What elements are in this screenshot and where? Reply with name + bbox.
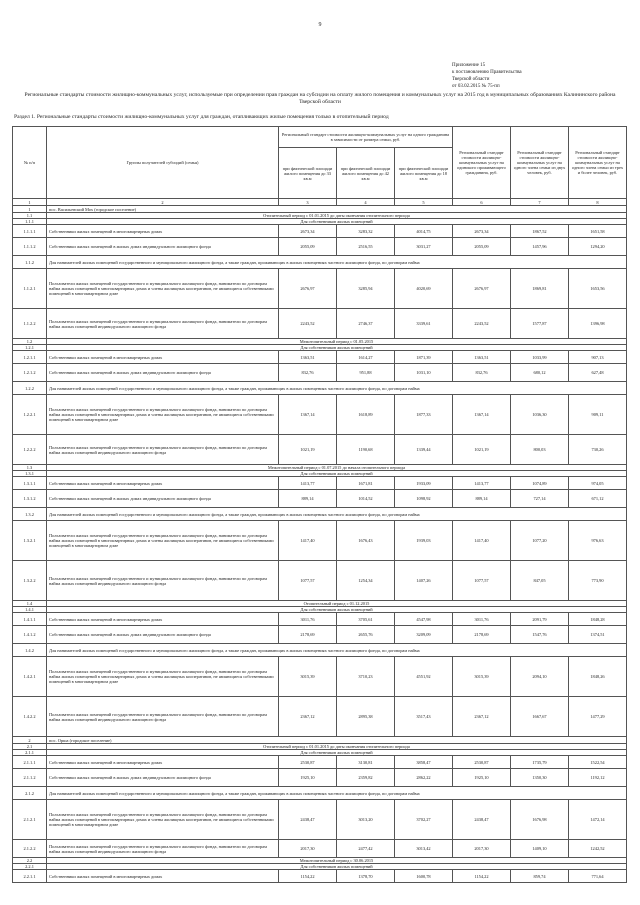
row-label: Собственники жилых помещений в многоквартирных домах (47, 477, 279, 490)
period-heading: Для собственников жилых помещений (47, 750, 627, 756)
table-row (13, 769, 627, 787)
row-code: 1.1.1.1 (13, 225, 47, 238)
value-cell: 1074,89 (511, 477, 569, 490)
value-cell: 2676,97 (279, 269, 337, 309)
period-heading: Отопительный период с 01.01.2015 до даты окончания отопительного периода (47, 744, 627, 750)
section-heading: Раздел 1. Региональные стандарты стоимости жилищно-коммунальных услуг для граждан, отапливающих жилые помещения только в отопительный период (14, 114, 389, 120)
value-cell: 2178,69 (279, 626, 337, 644)
value-cell: 1242,52 (569, 840, 627, 858)
value-cell: 2094,10 (511, 657, 569, 697)
value-cell: 680,12 (511, 364, 569, 382)
value-cell: 1098,92 (395, 490, 453, 508)
row-label: Пользователи жилых помещений государственного и муниципального жилищного фонда, наниматели по договорам найма жилых помещений индивидуального жилищного фонда (47, 697, 279, 737)
period-heading: Межотопительный период с 30.06.2015 (47, 858, 627, 864)
value-cell: 1367,14 (453, 395, 511, 435)
standards-table (12, 126, 627, 883)
table-row (13, 269, 627, 309)
value-cell: 2530,87 (279, 756, 337, 769)
value-cell: 1339,44 (395, 435, 453, 465)
value-cell: 2655,76 (337, 626, 395, 644)
table-row (13, 435, 627, 465)
column-number: 6 (453, 199, 511, 206)
table-row (13, 737, 627, 744)
table-row (13, 477, 627, 490)
settlement-heading: пос. Орша (городское поселение) (47, 737, 627, 744)
document-title: Региональные стандарты стоимости жилищно-коммунальных услуг, используемые при определении прав граждан на субсидии на оплату жилого помещения и коммунальных услуг на 2015 год в муниципальных образованиях Калининского района Тверской области (24, 92, 616, 105)
table-row (13, 309, 627, 339)
value-cell: 1036,30 (511, 395, 569, 435)
row-code: 1.1.1 (13, 219, 47, 225)
column-number: 2 (47, 199, 279, 206)
tenant-group-heading: Для нанимателей жилых помещений государственного и муниципального жилищного фонда, а также граждан, проживающих в жилых помещениях частного жилищного фонда, по договорам найма (47, 508, 627, 521)
row-code: 1.1.2 (13, 256, 47, 269)
value-cell: 3283,32 (337, 225, 395, 238)
row-label: Пользователи жилых помещений государственного и муниципального жилищного фонда, наниматели по договорам найма жилых помещений в многоквартирных домах и члены жилищных кооперативов, не являющиеся собственниками помещений в многоквартирном доме (47, 521, 279, 561)
value-cell: 3130,81 (337, 756, 395, 769)
approval-line: Тверской области (452, 77, 490, 82)
period-heading: Для собственников жилых помещений (47, 864, 627, 870)
value-cell: 1374,51 (569, 626, 627, 644)
row-code: 1.4.1 (13, 607, 47, 613)
row-code: 1.4.1.1 (13, 613, 47, 626)
value-cell: 1417,40 (453, 521, 511, 561)
row-code: 2.1.1.1 (13, 756, 47, 769)
row-code: 2.1.2.2 (13, 840, 47, 858)
page-number: 9 (318, 22, 322, 28)
value-cell: 1396,98 (569, 309, 627, 339)
column-number: 5 (395, 199, 453, 206)
value-cell: 1600,78 (395, 870, 453, 883)
table-row (13, 521, 627, 561)
row-label: Собственники жилых помещений в жилых домах индивидуального жилищного фонда (47, 769, 279, 787)
value-cell: 1925,10 (279, 769, 337, 787)
row-code: 1.3.1.1 (13, 477, 47, 490)
value-cell: 1651,58 (569, 225, 627, 238)
value-cell: 1618,89 (337, 395, 395, 435)
value-cell: 2017,30 (279, 840, 337, 858)
row-label: Пользователи жилых помещений государственного и муниципального жилищного фонда, наниматели по договорам найма жилых помещений индивидуального жилищного фонда (47, 435, 279, 465)
row-code: 1.3.2.2 (13, 561, 47, 601)
table-row (13, 870, 627, 883)
value-cell: 1154,22 (279, 870, 337, 883)
value-cell: 3339,61 (395, 309, 453, 339)
value-cell: 1939,03 (395, 521, 453, 561)
value-cell: 1077,20 (511, 521, 569, 561)
table-row (13, 840, 627, 858)
value-cell: 3858,47 (395, 756, 453, 769)
value-cell: 2367,12 (453, 697, 511, 737)
value-cell: 1522,54 (569, 756, 627, 769)
value-cell: 1417,40 (279, 521, 337, 561)
row-label: Собственники жилых помещений в жилых домах индивидуального жилищного фонда (47, 238, 279, 256)
value-cell: 2438,47 (453, 800, 511, 840)
value-cell: 2477,42 (337, 840, 395, 858)
value-cell: 3517,43 (395, 697, 453, 737)
value-cell: 1547,76 (511, 626, 569, 644)
table-row (13, 508, 627, 521)
value-cell: 976,63 (569, 521, 627, 561)
value-cell: 2055,09 (279, 238, 337, 256)
value-cell: 2017,30 (453, 840, 511, 858)
value-cell: 1614,27 (337, 351, 395, 364)
value-cell: 1409,10 (511, 840, 569, 858)
row-label: Пользователи жилых помещений государственного и муниципального жилищного фонда, наниматели по договорам найма жилых помещений в многоквартирных домах и члены жилищных кооперативов, не являющиеся собственниками помещений в многоквартирном доме (47, 269, 279, 309)
column-number: 8 (569, 199, 627, 206)
value-cell: 847,05 (511, 561, 569, 601)
column-number: 4 (337, 199, 395, 206)
row-code: 1.2.2.2 (13, 435, 47, 465)
row-code: 2.2.1 (13, 864, 47, 870)
header-three: Региональный стандарт стоимости жилищно-коммунальных услуг на одного члена семьи из трех и более человек, руб. (569, 127, 627, 199)
table-row (13, 364, 627, 382)
value-cell: 907,13 (569, 351, 627, 364)
value-cell: 1848,28 (569, 613, 627, 626)
value-cell: 3015,39 (453, 657, 511, 697)
row-code: 1.1.2.2 (13, 309, 47, 339)
value-cell: 4014,75 (395, 225, 453, 238)
value-cell: 2243,52 (279, 309, 337, 339)
value-cell: 727,14 (511, 490, 569, 508)
row-code: 1.3 (13, 465, 47, 471)
header-area-33: при фактической площади жилого помещения до 33 кв.м (279, 148, 337, 199)
table-row (13, 756, 627, 769)
value-cell: 800,03 (511, 435, 569, 465)
row-code: 1.2.2 (13, 382, 47, 395)
value-cell: 2530,87 (453, 756, 511, 769)
value-cell: 2178,69 (453, 626, 511, 644)
header-group-standard: Региональный стандарт стоимости жилищно-коммунальных услуг на одного гражданина в зависимости от размера семьи, руб. (279, 127, 453, 148)
value-cell: 1413,77 (279, 477, 337, 490)
row-code: 2.1.1.2 (13, 769, 47, 787)
value-cell: 2673,34 (453, 225, 511, 238)
value-cell: 1033,99 (511, 351, 569, 364)
table-row (13, 613, 627, 626)
row-code: 1.2 (13, 339, 47, 345)
period-heading: Для собственников жилых помещений (47, 345, 627, 351)
row-code: 1.3.2.1 (13, 521, 47, 561)
row-label: Пользователи жилых помещений государственного и муниципального жилищного фонда, наниматели по договорам найма жилых помещений в многоквартирных домах и члены жилищных кооперативов, не являющиеся собственниками помещений в многоквартирном доме (47, 800, 279, 840)
value-cell: 1077,57 (279, 561, 337, 601)
period-heading: Отопительный период с 01.12.2015 (47, 601, 627, 607)
table-row (13, 225, 627, 238)
value-cell: 1367,14 (279, 395, 337, 435)
value-cell: 3710,23 (337, 657, 395, 697)
value-cell: 4547,98 (395, 613, 453, 626)
row-code: 2.1.2.1 (13, 800, 47, 840)
table-row (13, 657, 627, 697)
row-code: 2.1 (13, 744, 47, 750)
period-heading: Межотопительный период с 01.05.2015 (47, 339, 627, 345)
value-cell: 3702,27 (395, 800, 453, 840)
row-code: 2.1.1 (13, 750, 47, 756)
value-cell: 1294,20 (569, 238, 627, 256)
value-cell: 2676,97 (453, 269, 511, 309)
value-cell: 2862,22 (395, 769, 453, 787)
period-heading: Для собственников жилых помещений (47, 471, 627, 477)
row-code: 1.2.2.1 (13, 395, 47, 435)
settlement-heading: пос. Васильевский Мох (городское поселение) (47, 206, 627, 213)
row-label: Пользователи жилых помещений государственного и муниципального жилищного фонда, наниматели по договорам найма жилых помещений в многоквартирных домах и члены жилищных кооперативов, не являющиеся собственниками помещений в многоквартирном доме (47, 395, 279, 435)
table-row (13, 395, 627, 435)
value-cell: 889,14 (279, 490, 337, 508)
value-cell: 2091,79 (511, 613, 569, 626)
row-label: Пользователи жилых помещений государственного и муниципального жилищного фонда, наниматели по договорам найма жилых помещений индивидуального жилищного фонда (47, 561, 279, 601)
column-number: 3 (279, 199, 337, 206)
row-code: 1.4.1.2 (13, 626, 47, 644)
row-code: 1.3.1.2 (13, 490, 47, 508)
header-two: Региональный стандарт стоимости жилищно-коммунальных услуг на одного члена семьи из двух человек, руб. (511, 127, 569, 199)
approval-line: от 03.02.2015 № 75-пп (452, 84, 500, 89)
value-cell: 1848,26 (569, 657, 627, 697)
value-cell: 1667,67 (511, 697, 569, 737)
table-row (13, 787, 627, 800)
row-label: Собственники жилых помещений в жилых домах индивидуального жилищного фонда (47, 490, 279, 508)
approval-line: Приложение 15 (452, 63, 486, 68)
row-label: Пользователи жилых помещений государственного и муниципального жилищного фонда, наниматели по договорам найма жилых помещений в многоквартирных домах и члены жилищных кооперативов, не являющиеся собственниками помещений в многоквартирном доме (47, 657, 279, 697)
value-cell: 627,48 (569, 364, 627, 382)
row-code: 1.4.2 (13, 644, 47, 657)
row-code: 2.2 (13, 858, 47, 864)
value-cell: 1933,09 (395, 477, 453, 490)
table-row (13, 561, 627, 601)
row-code: 1.4 (13, 601, 47, 607)
row-code: 1.1 (13, 213, 47, 219)
period-heading: Для собственников жилых помещений (47, 219, 627, 225)
row-label: Собственники жилых помещений в многоквартирных домах (47, 870, 279, 883)
row-code: 1.2.1 (13, 345, 47, 351)
period-heading: Для собственников жилых помещений (47, 607, 627, 613)
approval-block (452, 62, 522, 90)
tenant-group-heading: Для нанимателей жилых помещений государственного и муниципального жилищного фонда, а также граждан, проживающих в жилых помещениях частного жилищного фонда, по договорам найма (47, 787, 627, 800)
value-cell: 1676,98 (511, 800, 569, 840)
row-label: Собственники жилых помещений в многоквартирных домах (47, 613, 279, 626)
value-cell: 4020,69 (395, 269, 453, 309)
row-label: Собственники жилых помещений в жилых домах индивидуального жилищного фонда (47, 364, 279, 382)
value-cell: 1869,81 (511, 269, 569, 309)
value-cell: 1077,57 (453, 561, 511, 601)
value-cell: 3013,20 (337, 800, 395, 840)
value-cell: 1925,10 (453, 769, 511, 787)
row-code: 1.4.2.2 (13, 697, 47, 737)
value-cell: 2359,82 (337, 769, 395, 787)
value-cell: 2673,34 (279, 225, 337, 238)
table-row (13, 800, 627, 840)
table-row (13, 626, 627, 644)
table-row (13, 382, 627, 395)
tenant-group-heading: Для нанимателей жилых помещений государственного и муниципального жилищного фонда, а также граждан, проживающих в жилых помещениях частного жилищного фонда, по договорам найма (47, 382, 627, 395)
value-cell: 2516,55 (337, 238, 395, 256)
row-code: 1.2.1.1 (13, 351, 47, 364)
value-cell: 889,14 (453, 490, 511, 508)
value-cell: 3013,42 (395, 840, 453, 858)
value-cell: 1021,19 (453, 435, 511, 465)
value-cell: 1031,10 (395, 364, 453, 382)
value-cell: 1577,87 (511, 309, 569, 339)
table-row (13, 206, 627, 213)
header-single: Региональный стандарт стоимости жилищно-коммунальных услуг на одинокого проживающего гражданина, руб. (453, 127, 511, 199)
value-cell: 1021,19 (279, 435, 337, 465)
value-cell: 3285,94 (337, 269, 395, 309)
value-cell: 3031,27 (395, 238, 453, 256)
row-code: 1.1.1.2 (13, 238, 47, 256)
table-row (13, 238, 627, 256)
value-cell: 1363,51 (453, 351, 511, 364)
value-cell: 1472,14 (569, 800, 627, 840)
value-cell: 771,64 (569, 870, 627, 883)
value-cell: 1871,39 (395, 351, 453, 364)
value-cell: 1254,34 (337, 561, 395, 601)
row-code: 2 (13, 737, 47, 744)
row-code: 1.3.2 (13, 508, 47, 521)
value-cell: 1676,43 (337, 521, 395, 561)
value-cell: 832,76 (453, 364, 511, 382)
value-cell: 3011,76 (453, 613, 511, 626)
row-code: 1 (13, 206, 47, 213)
row-code: 1.2.1.2 (13, 364, 47, 382)
value-cell: 1413,77 (453, 477, 511, 490)
header-area-18: при фактической площади жилого помещения до 18 кв.м (395, 148, 453, 199)
row-code: 1.1.2.1 (13, 269, 47, 309)
row-code: 2.1.2 (13, 787, 47, 800)
value-cell: 730,26 (569, 435, 627, 465)
header-area-42: при фактической площади жилого помещения до 42 кв.м (337, 148, 395, 199)
value-cell: 671,12 (569, 490, 627, 508)
value-cell: 832,76 (279, 364, 337, 382)
column-number: 7 (511, 199, 569, 206)
approval-line: к постановлению Правительства (452, 70, 522, 75)
value-cell: 1363,51 (279, 351, 337, 364)
row-label: Собственники жилых помещений в многоквартирных домах (47, 225, 279, 238)
value-cell: 1192,12 (569, 769, 627, 787)
value-cell: 1154,22 (453, 870, 511, 883)
value-cell: 1378,70 (337, 870, 395, 883)
value-cell: 974,05 (569, 477, 627, 490)
table-row (13, 697, 627, 737)
value-cell: 2746,37 (337, 309, 395, 339)
value-cell: 1477,29 (569, 697, 627, 737)
row-label: Собственники жилых помещений в жилых домах индивидуального жилищного фонда (47, 626, 279, 644)
tenant-group-heading: Для нанимателей жилых помещений государственного и муниципального жилищного фонда, а также граждан, проживающих в жилых помещениях частного жилищного фонда, по договорам найма (47, 644, 627, 657)
row-label: Собственники жилых помещений в многоквартирных домах (47, 351, 279, 364)
tenant-group-heading: Для нанимателей жилых помещений государственного и муниципального жилищного фонда, а также граждан, проживающих в жилых помещениях частного жилищного фонда, по договорам найма (47, 256, 627, 269)
value-cell: 1350,30 (511, 769, 569, 787)
value-cell: 2243,52 (453, 309, 511, 339)
value-cell: 1735,79 (511, 756, 569, 769)
row-code: 2.2.1.1 (13, 870, 47, 883)
value-cell: 1457,96 (511, 238, 569, 256)
value-cell: 1407,26 (395, 561, 453, 601)
value-cell: 1877,33 (395, 395, 453, 435)
row-label: Пользователи жилых помещений государственного и муниципального жилищного фонда, наниматели по договорам найма жилых помещений индивидуального жилищного фонда (47, 309, 279, 339)
value-cell: 1867,52 (511, 225, 569, 238)
value-cell: 2895,38 (337, 697, 395, 737)
row-label: Пользователи жилых помещений государственного и муниципального жилищного фонда, наниматели по договорам найма жилых помещений индивидуального жилищного фонда (47, 840, 279, 858)
table-body (13, 206, 627, 883)
row-code: 1.3.1 (13, 471, 47, 477)
table-row (13, 490, 627, 508)
table-row (13, 644, 627, 657)
value-cell: 951,88 (337, 364, 395, 382)
value-cell: 3209,09 (395, 626, 453, 644)
table-row (13, 351, 627, 364)
value-cell: 1653,56 (569, 269, 627, 309)
value-cell: 1671,81 (337, 477, 395, 490)
value-cell: 859,74 (511, 870, 569, 883)
table-row (13, 256, 627, 269)
value-cell: 773,90 (569, 561, 627, 601)
value-cell: 1014,52 (337, 490, 395, 508)
value-cell: 3011,76 (279, 613, 337, 626)
value-cell: 2055,09 (453, 238, 511, 256)
value-cell: 3705,61 (337, 613, 395, 626)
row-code: 1.4.2.1 (13, 657, 47, 697)
row-label: Собственники жилых помещений в многоквартирных домах (47, 756, 279, 769)
period-heading: Межотопительный период с 01.07.2015 до начала отопительного периода (47, 465, 627, 471)
value-cell: 2367,12 (279, 697, 337, 737)
header-group: Группы получателей субсидий (семья) (47, 127, 279, 199)
column-number: 1 (13, 199, 47, 206)
value-cell: 2438,47 (279, 800, 337, 840)
value-cell: 3015,39 (279, 657, 337, 697)
header-no: № п/п (13, 127, 47, 199)
period-heading: Отопительный период с 01.01.2015 до даты окончания отопительного периода (47, 213, 627, 219)
value-cell: 909,11 (569, 395, 627, 435)
value-cell: 1190,68 (337, 435, 395, 465)
value-cell: 4551,92 (395, 657, 453, 697)
